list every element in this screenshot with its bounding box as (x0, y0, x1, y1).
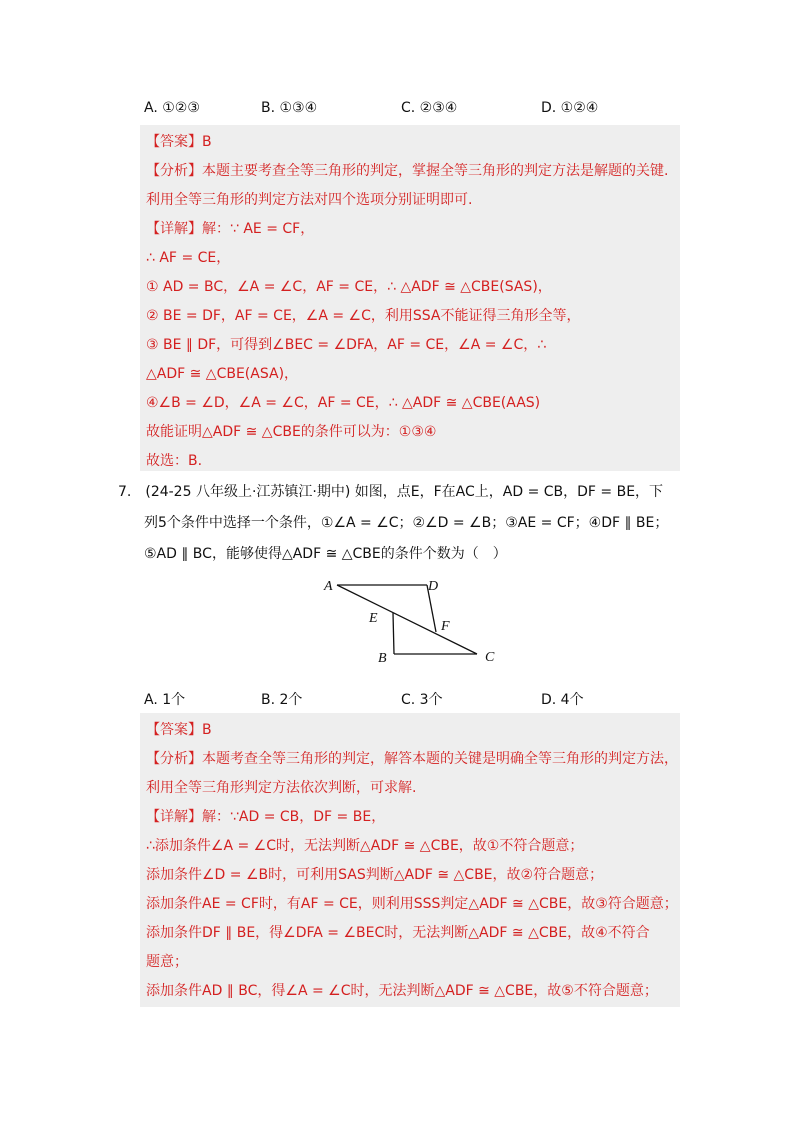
q6-option-c: C. ②③④ (401, 100, 458, 116)
q7-option-c: C. 3个 (401, 692, 443, 708)
q7-analysis-line-1: 【分析】本题考查全等三角形的判定，解答本题的关键是明确全等三角形的判定方法， (146, 751, 678, 767)
q7-options (144, 689, 684, 713)
q7-stem-line-3: ⑤AD ∥ BC，能够使得△ADF ≅ △CBE的条件个数为（ ） (144, 546, 507, 562)
q7-option-b: B. 2个 (261, 692, 303, 708)
q7-geometry-figure (320, 574, 510, 666)
q7-detail-line-6: 题意； (146, 954, 188, 970)
q7-detail-line-4: 添加条件AE = CF时，有AF = CE，则利用SSS判定△ADF ≅ △CBE，故③符合题意； (146, 896, 678, 912)
q6-detail-line-3: ① AD = BC，∠A = ∠C，AF = CE，∴ △ADF ≅ △CBE(SAS)， (146, 279, 552, 295)
q6-detail-line-9: 故选：B. (146, 453, 203, 469)
q6-options (144, 100, 684, 124)
label-c: C (485, 650, 495, 665)
q7-detail-line-2: ∴添加条件∠A = ∠C时，无法判断△ADF ≅ △CBE，故①不符合题意； (146, 838, 584, 854)
q7-stem-line-1: 7. (24-25 八年级上·江苏镇江·期中) 如图，点E，F在AC上，AD = CB，DF = BE，下 (118, 484, 664, 500)
segment-ac (337, 585, 477, 654)
segment-be (393, 613, 394, 654)
q7-detail-line-3: 添加条件∠D = ∠B时，可利用SAS判断△ADF ≅ △CBE，故②符合题意； (146, 867, 604, 883)
q6-answer: 【答案】B (146, 134, 212, 150)
q7-detail-line-1: 【详解】解：∵AD = CB，DF = BE， (146, 809, 386, 825)
label-e: E (369, 611, 378, 626)
q6-option-d: D. ①②④ (541, 100, 599, 116)
q6-detail-line-1: 【详解】解：∵ AE = CF， (146, 221, 315, 237)
q7-option-d: D. 4个 (541, 692, 584, 708)
label-a: A (324, 579, 333, 594)
q7-answer: 【答案】B (146, 722, 212, 738)
q6-detail-line-5: ③ BE ∥ DF，可得到∠BEC = ∠DFA，AF = CE，∠A = ∠C，∴ (146, 337, 547, 353)
q6-detail-line-2: ∴ AF = CE， (146, 250, 231, 266)
label-f: F (441, 619, 450, 634)
q6-detail-line-4: ② BE = DF，AF = CE，∠A = ∠C，利用SSA不能证得三角形全等， (146, 308, 581, 324)
q6-solution-box (140, 125, 680, 471)
q7-analysis-line-2: 利用全等三角形判定方法依次判断，可求解. (146, 780, 417, 796)
label-d: D (428, 579, 439, 594)
q7-stem-line-2: 列5个条件中选择一个条件，①∠A = ∠C；②∠D = ∠B；③AE = CF；④DF ∥ BE； (144, 515, 669, 531)
q7-detail-line-5: 添加条件DF ∥ BE，得∠DFA = ∠BEC时，无法判断△ADF ≅ △CBE，故④不符合 (146, 925, 650, 941)
q7-solution-box (140, 713, 680, 1007)
q6-option-a: A. ①②③ (144, 100, 200, 116)
q6-detail-line-7: ④∠B = ∠D，∠A = ∠C，AF = CE，∴ △ADF ≅ △CBE(AAS) (146, 395, 541, 411)
q7-detail-line-7: 添加条件AD ∥ BC，得∠A = ∠C时，无法判断△ADF ≅ △CBE，故⑤不符合题意； (146, 983, 658, 999)
q6-detail-line-8: 故能证明△ADF ≅ △CBE的条件可以为：①③④ (146, 424, 437, 440)
label-b: B (378, 651, 387, 666)
q6-option-b: B. ①③④ (261, 100, 318, 116)
q6-detail-line-6: △ADF ≅ △CBE(ASA)， (146, 366, 299, 382)
q6-analysis-line-2: 利用全等三角形的判定方法对四个选项分别证明即可. (146, 192, 473, 208)
q6-analysis-line-1: 【分析】本题主要考查全等三角形的判定，掌握全等三角形的判定方法是解题的关键. (146, 163, 669, 179)
q7-option-a: A. 1个 (144, 692, 186, 708)
